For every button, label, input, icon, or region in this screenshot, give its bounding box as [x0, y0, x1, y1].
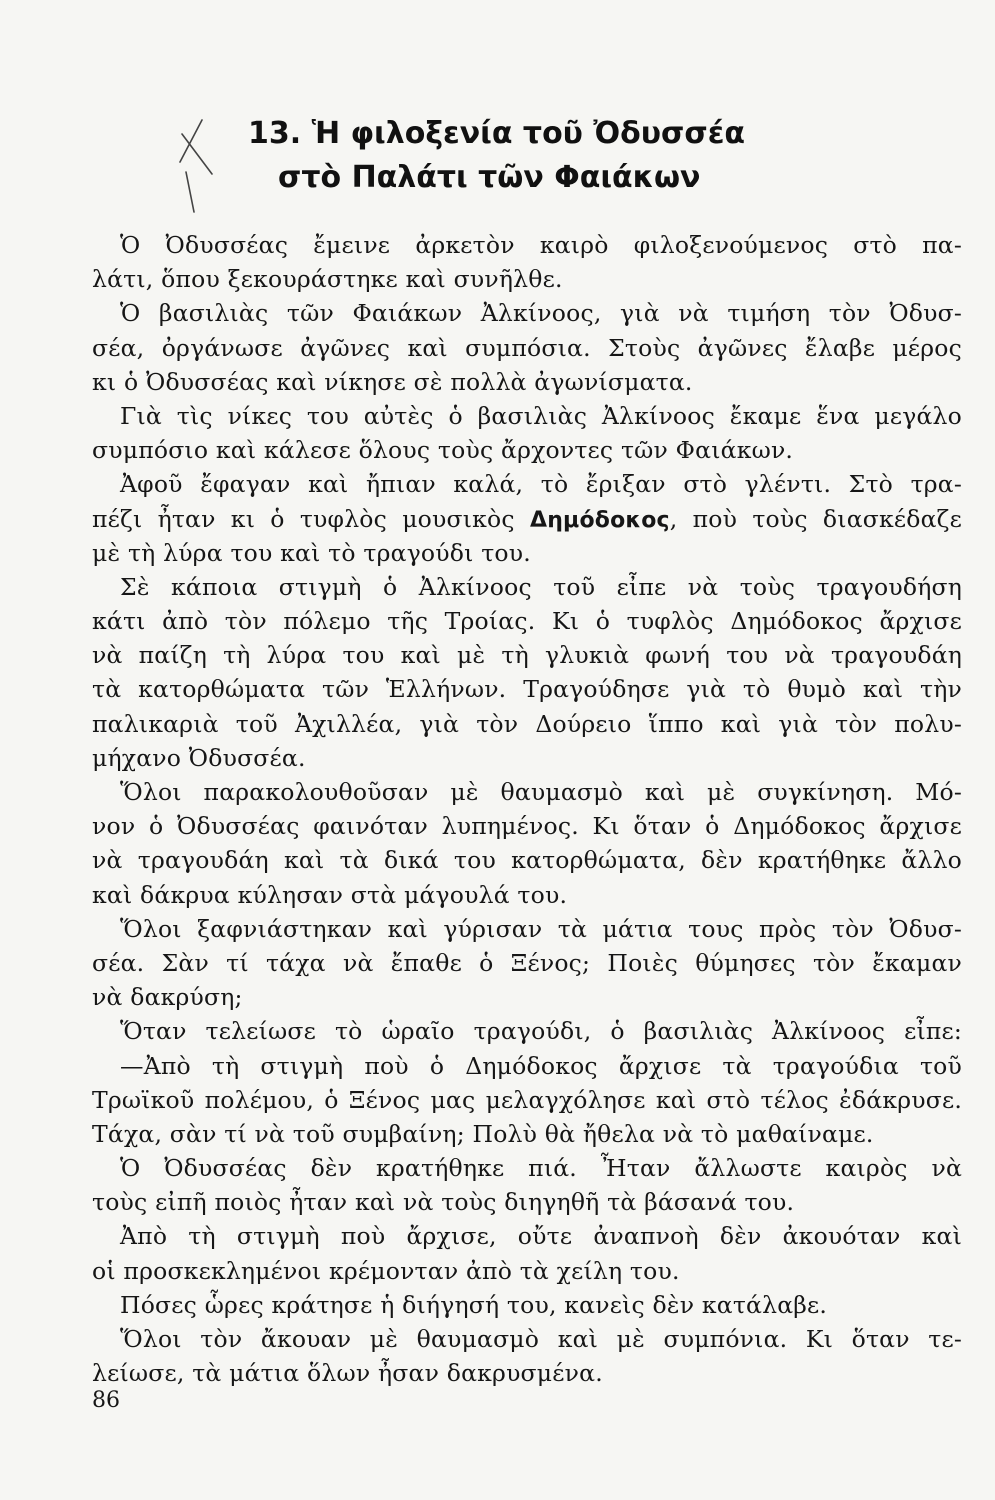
text-line-part: πέζι ἦταν κι ὁ τυφλὸς μουσικὸς [92, 504, 530, 533]
text-line: —Ἀπὸ τὴ στιγμὴ ποὺ ὁ Δημόδοκος ἄρχισε τὰ τραγούδια τοῦ [120, 1051, 963, 1080]
text-line: οἱ προσκεκλημένοι κρέμονταν ἀπὸ τὰ χείλη του. [92, 1256, 680, 1285]
text-line: τὰ κατορθώματα τῶν Ἑλλήνων. Τραγούδησε γιὰ τὸ θυμὸ καὶ τὴν [92, 675, 963, 704]
page-number: 86 [92, 1388, 120, 1413]
text-line: νον ὁ Ὀδυσσέας φαινόταν λυπημένος. Κι ὅταν ὁ Δημόδοκος ἄρχισε [92, 812, 962, 841]
text-line [92, 502, 962, 536]
text-line: νὰ τραγουδάη καὶ τὰ δικά του κατορθώματα, δὲν κρατήθηκε ἄλλο [92, 846, 963, 875]
text-line: καὶ δάκρυα κύλησαν στὰ μάγουλά του. [92, 880, 568, 909]
text-line: νὰ δακρύση; [92, 983, 243, 1012]
text-line: σέα. Σὰν τί τάχα νὰ ἔπαθε ὁ Ξένος; Ποιὲς θύμησες τὸν ἔκαμαν [92, 948, 963, 977]
text-line: λάτι, ὅπου ξεκουράστηκε καὶ συνῆλθε. [92, 265, 563, 294]
text-line: Ἀπὸ τὴ στιγμὴ ποὺ ἄρχισε, οὔτε ἀναπνοὴ δὲν ἀκουόταν καὶ [120, 1222, 962, 1251]
text-line: Ὁ Ὀδυσσέας δὲν κρατήθηκε πιά. Ἦταν ἄλλωστε καιρὸς νὰ [120, 1154, 963, 1183]
body-text [92, 228, 962, 1390]
text-line: Ὁ βασιλιὰς τῶν Φαιάκων Ἀλκίνοος, γιὰ νὰ τιμήση τὸν Ὀδυσ- [120, 299, 962, 328]
text-line-part: , ποὺ τοὺς διασκέδαζε [669, 504, 962, 533]
text-line: Ὅταν τελείωσε τὸ ὡραῖο τραγούδι, ὁ βασιλιὰς Ἀλκίνοος εἶπε: [120, 1017, 963, 1046]
emphasized-name: Δημόδοκος [529, 507, 670, 533]
text-line: Ἀφοῦ ἔφαγαν καὶ ἤπιαν καλά, τὸ ἔριξαν στὸ γλέντι. Στὸ τρα- [120, 470, 963, 499]
text-line: κι ὁ Ὀδυσσέας καὶ νίκησε σὲ πολλὰ ἀγωνίσματα. [92, 367, 693, 396]
text-line: σέα, ὀργάνωσε ἀγῶνες καὶ συμπόσια. Στοὺς ἀγῶνες ἔλαβε μέρος [92, 333, 962, 362]
text-line: συμπόσιο καὶ κάλεσε ὅλους τοὺς ἄρχοντες τῶν Φαιάκων. [92, 436, 794, 465]
chapter-title [240, 112, 860, 200]
text-line: Σὲ κάποια στιγμὴ ὁ Ἀλκίνοος τοῦ εἶπε νὰ τοὺς τραγουδήση [120, 572, 963, 601]
text-line: Πόσες ὧρες κράτησε ἡ διήγησή του, κανεὶς δὲν κατάλαβε. [120, 1290, 828, 1319]
text-line: μήχανο Ὀδυσσέα. [92, 743, 306, 772]
chapter-title-line-1: 13. Ἡ φιλοξενία τοῦ Ὀδυσσέα [248, 116, 746, 151]
text-line: Ὅλοι τὸν ἄκουαν μὲ θαυμασμὸ καὶ μὲ συμπόνια. Κι ὅταν τε- [120, 1325, 962, 1353]
text-line: παλικαριὰ τοῦ Ἀχιλλέα, γιὰ τὸν Δούρειο ἵππο καὶ γιὰ τὸν πολυ- [92, 709, 962, 738]
pencil-check-mark [172, 112, 232, 222]
text-line: νὰ παίζη τὴ λύρα του καὶ μὲ τὴ γλυκιὰ φωνή του νὰ τραγουδάη [92, 641, 963, 670]
text-line: Τρωϊκοῦ πολέμου, ὁ Ξένος μας μελαγχόλησε καὶ στὸ τέλος ἐδάκρυσε. [92, 1085, 963, 1114]
text-line: Γιὰ τὶς νίκες του αὐτὲς ὁ βασιλιὰς Ἀλκίνοος ἔκαμε ἕνα μεγάλο [120, 401, 962, 430]
text-line: Τάχα, σὰν τί νὰ τοῦ συμβαίνη; Πολὺ θὰ ἤθελα νὰ τὸ μαθαίναμε. [92, 1119, 874, 1148]
text-line: Ὅλοι ξαφνιάστηκαν καὶ γύρισαν τὰ μάτια τους πρὸς τὸν Ὀδυσ- [120, 914, 962, 943]
text-line: Ὁ Ὀδυσσέας ἔμεινε ἀρκετὸν καιρὸ φιλοξενούμενος στὸ πα- [120, 231, 962, 259]
chapter-title-line-2: στὸ Παλάτι τῶν Φαιάκων [278, 160, 701, 195]
text-line: Ὅλοι παρακολουθοῦσαν μὲ θαυμασμὸ καὶ μὲ συγκίνηση. Μό- [120, 778, 963, 806]
text-line: τοὺς εἰπῆ ποιὸς ἦταν καὶ νὰ τοὺς διηγηθῆ τὰ βάσανά του. [92, 1188, 795, 1217]
text-line: κάτι ἀπὸ τὸν πόλεμο τῆς Τροίας. Κι ὁ τυφλὸς Δημόδοκος ἄρχισε [92, 607, 963, 636]
text-line: λείωσε, τὰ μάτια ὅλων ἦσαν δακρυσμένα. [92, 1359, 603, 1388]
text-line: μὲ τὴ λύρα του καὶ τὸ τραγούδι του. [92, 538, 531, 567]
